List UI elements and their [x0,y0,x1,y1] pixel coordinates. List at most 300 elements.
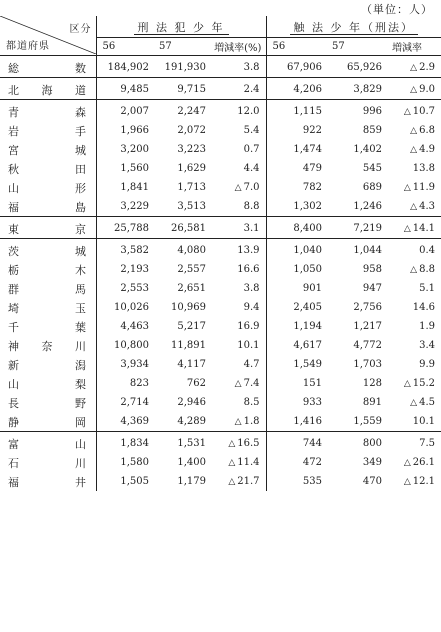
cell-value: 2,756 [353,302,382,313]
group-header-criminal: 刑 法 犯 少 年 [96,16,266,38]
group-header-juvenile: 触 法 少 年（刑法） [266,16,441,38]
prefecture-name: 神奈川 [0,336,96,355]
cell-value: 13.8 [412,163,435,174]
statistics-table-container [0,16,441,491]
value-57 [153,78,210,100]
value-rate [210,140,266,159]
col-header-rate-juvenile: 増減率 [386,38,441,56]
decrease-mark: △ [410,145,418,155]
cell-value: 1,179 [177,476,206,487]
value-rate-juvenile [386,412,441,432]
col-header-rate: 増減率(%) [210,38,266,56]
cell-value: 2,193 [120,264,149,275]
cell-value: 3,200 [120,144,149,155]
cell-value: 2,072 [177,125,206,136]
corner-header-cell [0,16,96,56]
cell-value: 7.5 [419,438,435,449]
cell-value: 3.1 [243,223,260,234]
cell-value: 4,772 [353,340,382,351]
value-57 [153,178,210,197]
value-rate-juvenile [386,355,441,374]
value-57 [153,197,210,217]
value-57-juvenile [326,197,386,217]
value-57 [153,355,210,374]
table-header [0,16,441,56]
cell-value: 10.1 [237,340,260,351]
cell-value: 5.1 [419,283,435,294]
value-57-juvenile [326,279,386,298]
cell-value: 15.2 [412,378,435,389]
value-rate [210,279,266,298]
value-56 [96,374,153,393]
value-56 [96,412,153,432]
value-57-juvenile [326,217,386,239]
cell-value: 5.4 [243,125,260,136]
value-57 [153,140,210,159]
cell-value: 2,405 [293,302,322,313]
statistics-table [0,16,441,491]
value-56 [96,178,153,197]
prefecture-name: 山形 [0,178,96,197]
cell-value: 8.8 [243,201,260,212]
cell-value: 2,651 [177,283,206,294]
cell-value: 1,834 [120,438,149,449]
table-row [0,336,441,355]
cell-value: 3.8 [243,283,260,294]
cell-value: 1,629 [177,163,206,174]
decrease-mark: △ [403,107,411,117]
cell-value: 4,289 [177,416,206,427]
value-rate [210,453,266,472]
value-rate-juvenile [386,159,441,178]
cell-value: 10.7 [412,106,435,117]
value-56-juvenile [266,260,326,279]
cell-value: 3,829 [353,84,382,95]
cell-value: 2,553 [120,283,149,294]
table-row [0,260,441,279]
table-row [0,121,441,140]
value-rate-juvenile [386,260,441,279]
cell-value: 67,906 [287,62,322,73]
table-row [0,100,441,122]
prefecture-name: 秋田 [0,159,96,178]
cell-value: 1,531 [177,438,206,449]
value-57-juvenile [326,432,386,454]
cell-value: 800 [362,438,382,449]
value-rate [210,374,266,393]
value-56 [96,317,153,336]
prefecture-name: 北海道 [0,78,96,100]
cell-value: 65,926 [347,62,382,73]
table-row [0,56,441,78]
cell-value: 1,416 [293,416,322,427]
prefecture-name: 石川 [0,453,96,472]
value-rate [210,355,266,374]
cell-value: 0.7 [243,144,260,155]
value-57-juvenile [326,56,386,78]
table-row [0,197,441,217]
cell-value: 2,007 [120,106,149,117]
value-rate [210,336,266,355]
value-56 [96,355,153,374]
prefecture-name: 千葉 [0,317,96,336]
cell-value: 1,580 [120,457,149,468]
cell-value: 4.3 [419,201,435,212]
cell-value: 7.4 [243,378,260,389]
unit-label: （単位：人） [361,3,433,16]
value-57-juvenile [326,239,386,261]
table-body [0,56,441,492]
cell-value: 996 [362,106,382,117]
cell-value: 933 [302,397,322,408]
value-rate-juvenile [386,298,441,317]
cell-value: 535 [302,476,322,487]
value-56 [96,140,153,159]
cell-value: 8.8 [419,264,435,275]
cell-value: 4.4 [243,163,260,174]
value-56-juvenile [266,453,326,472]
cell-value: 11,891 [171,340,206,351]
value-rate [210,412,266,432]
decrease-mark: △ [403,183,411,193]
decrease-mark: △ [410,85,418,95]
value-57 [153,374,210,393]
value-56 [96,239,153,261]
value-rate-juvenile [386,453,441,472]
value-57-juvenile [326,393,386,412]
value-rate [210,56,266,78]
cell-value: 3,934 [120,359,149,370]
cell-value: 6.8 [419,125,435,136]
cell-value: 4,117 [177,359,206,370]
value-rate-juvenile [386,279,441,298]
prefecture-name: 新潟 [0,355,96,374]
cell-value: 8.5 [243,397,260,408]
cell-value: 10.1 [412,416,435,427]
value-rate-juvenile [386,432,441,454]
cell-value: 10,800 [114,340,149,351]
cell-value: 1,966 [120,125,149,136]
value-rate-juvenile [386,100,441,122]
table-row [0,159,441,178]
table-row [0,298,441,317]
value-57 [153,56,210,78]
decrease-mark: △ [228,477,236,487]
value-56-juvenile [266,432,326,454]
value-56 [96,100,153,122]
value-57 [153,159,210,178]
table-row [0,393,441,412]
value-rate [210,159,266,178]
cell-value: 2,714 [120,397,149,408]
value-56 [96,78,153,100]
cell-value: 958 [362,264,382,275]
value-56 [96,432,153,454]
cell-value: 184,902 [107,62,149,73]
value-57 [153,217,210,239]
cell-value: 1,549 [293,359,322,370]
value-57-juvenile [326,121,386,140]
value-56 [96,121,153,140]
cell-value: 151 [302,378,322,389]
cell-value: 14.1 [412,223,435,234]
cell-value: 9,485 [120,84,149,95]
decrease-mark: △ [410,202,418,212]
value-56-juvenile [266,336,326,355]
cell-value: 26,581 [171,223,206,234]
prefecture-name: 埼玉 [0,298,96,317]
value-rate-juvenile [386,374,441,393]
cell-value: 859 [362,125,382,136]
value-56-juvenile [266,56,326,78]
value-rate-juvenile [386,197,441,217]
cell-value: 5,217 [177,321,206,332]
value-rate-juvenile [386,78,441,100]
value-57 [153,412,210,432]
cell-value: 10,969 [171,302,206,313]
cell-value: 26.1 [412,457,435,468]
col-header-56: 56 [96,38,153,56]
cell-value: 1,246 [353,201,382,212]
col-header-56-juvenile: 56 [266,38,326,56]
cell-value: 4.5 [419,397,435,408]
value-56 [96,159,153,178]
value-rate-juvenile [386,178,441,197]
value-56 [96,260,153,279]
value-57-juvenile [326,374,386,393]
prefecture-name: 群馬 [0,279,96,298]
value-57-juvenile [326,78,386,100]
decrease-mark: △ [228,458,236,468]
decrease-mark: △ [410,265,418,275]
value-rate-juvenile [386,239,441,261]
cell-value: 10,026 [114,302,149,313]
value-rate [210,197,266,217]
cell-value: 9.0 [419,84,435,95]
value-56 [96,393,153,412]
value-56 [96,217,153,239]
cell-value: 9.4 [243,302,260,313]
decrease-mark: △ [403,224,411,234]
value-57 [153,453,210,472]
value-rate-juvenile [386,317,441,336]
cell-value: 1.8 [243,416,260,427]
cell-value: 4.9 [419,144,435,155]
cell-value: 2,247 [177,106,206,117]
cell-value: 2.4 [243,84,260,95]
decrease-mark: △ [410,63,418,73]
cell-value: 1,560 [120,163,149,174]
value-56-juvenile [266,239,326,261]
cell-value: 744 [302,438,322,449]
prefecture-name: 総数 [0,56,96,78]
cell-value: 12.0 [237,106,260,117]
table-row [0,355,441,374]
cell-value: 2.9 [419,62,435,73]
value-rate-juvenile [386,56,441,78]
cell-value: 3.8 [243,62,260,73]
value-57 [153,279,210,298]
value-56-juvenile [266,374,326,393]
value-rate [210,472,266,491]
value-57-juvenile [326,472,386,491]
value-56 [96,472,153,491]
value-57-juvenile [326,336,386,355]
cell-value: 16.9 [237,321,260,332]
cell-value: 9,715 [177,84,206,95]
table-row [0,453,441,472]
cell-value: 9.9 [419,359,435,370]
prefecture-name: 福島 [0,197,96,217]
value-57-juvenile [326,412,386,432]
cell-value: 1,841 [120,182,149,193]
cell-value: 2,946 [177,397,206,408]
table-row [0,239,441,261]
cell-value: 1,044 [353,245,382,256]
prefecture-name: 茨城 [0,239,96,261]
cell-value: 1,703 [353,359,382,370]
cell-value: 191,930 [164,62,206,73]
cell-value: 823 [129,378,149,389]
decrease-mark: △ [403,458,411,468]
value-57-juvenile [326,260,386,279]
cell-value: 4,369 [120,416,149,427]
value-rate [210,432,266,454]
value-rate [210,298,266,317]
cell-value: 1,505 [120,476,149,487]
cell-value: 3.4 [419,340,435,351]
prefecture-name: 山梨 [0,374,96,393]
cell-value: 1,217 [353,321,382,332]
value-57-juvenile [326,298,386,317]
decrease-mark: △ [403,477,411,487]
value-57-juvenile [326,140,386,159]
value-56-juvenile [266,393,326,412]
cell-value: 4,206 [293,84,322,95]
corner-column-label: 区分 [69,24,92,35]
col-header-57: 57 [153,38,210,56]
value-56 [96,453,153,472]
cell-value: 922 [302,125,322,136]
decrease-mark: △ [410,126,418,136]
cell-value: 4,617 [293,340,322,351]
table-row [0,279,441,298]
cell-value: 1,402 [353,144,382,155]
prefecture-name: 岩手 [0,121,96,140]
prefecture-name: 栃木 [0,260,96,279]
prefecture-name: 富山 [0,432,96,454]
value-56-juvenile [266,100,326,122]
cell-value: 1.9 [419,321,435,332]
cell-value: 1,302 [293,201,322,212]
prefecture-name: 長野 [0,393,96,412]
value-57 [153,472,210,491]
table-row [0,178,441,197]
value-rate [210,121,266,140]
cell-value: 11.9 [412,182,435,193]
value-57 [153,121,210,140]
table-row [0,412,441,432]
cell-value: 1,713 [177,182,206,193]
table-row [0,317,441,336]
value-rate [210,78,266,100]
value-rate-juvenile [386,121,441,140]
value-56-juvenile [266,217,326,239]
value-56-juvenile [266,472,326,491]
value-56-juvenile [266,298,326,317]
value-rate-juvenile [386,217,441,239]
cell-value: 25,788 [114,223,149,234]
cell-value: 12.1 [412,476,435,487]
table-row [0,374,441,393]
cell-value: 1,050 [293,264,322,275]
value-56-juvenile [266,78,326,100]
cell-value: 1,474 [293,144,322,155]
cell-value: 545 [362,163,382,174]
value-rate [210,100,266,122]
value-57 [153,317,210,336]
cell-value: 11.4 [237,457,260,468]
cell-value: 3,223 [177,144,206,155]
value-rate [210,317,266,336]
cell-value: 0.4 [419,245,435,256]
cell-value: 7.0 [243,182,260,193]
cell-value: 891 [362,397,382,408]
cell-value: 3,582 [120,245,149,256]
cell-value: 782 [302,182,322,193]
prefecture-name: 静岡 [0,412,96,432]
value-56 [96,279,153,298]
value-56-juvenile [266,140,326,159]
value-rate [210,178,266,197]
cell-value: 479 [302,163,322,174]
value-56-juvenile [266,412,326,432]
value-56 [96,197,153,217]
value-56 [96,336,153,355]
value-57 [153,260,210,279]
cell-value: 349 [362,457,382,468]
value-56-juvenile [266,121,326,140]
decrease-mark: △ [410,398,418,408]
value-56 [96,298,153,317]
cell-value: 947 [362,283,382,294]
cell-value: 4.7 [243,359,260,370]
cell-value: 14.6 [412,302,435,313]
value-56-juvenile [266,178,326,197]
value-57-juvenile [326,100,386,122]
cell-value: 472 [302,457,322,468]
value-rate [210,260,266,279]
prefecture-name: 青森 [0,100,96,122]
cell-value: 13.9 [237,245,260,256]
prefecture-name: 宮城 [0,140,96,159]
prefecture-name: 福井 [0,472,96,491]
value-57 [153,393,210,412]
cell-value: 3,513 [177,201,206,212]
value-56 [96,56,153,78]
col-header-57-juvenile: 57 [326,38,386,56]
cell-value: 21.7 [237,476,260,487]
prefecture-name: 東京 [0,217,96,239]
value-57 [153,432,210,454]
corner-row-label: 都道府県 [6,41,50,52]
table-row [0,140,441,159]
cell-value: 1,559 [353,416,382,427]
cell-value: 4,463 [120,321,149,332]
value-57 [153,239,210,261]
value-57-juvenile [326,453,386,472]
table-row [0,217,441,239]
